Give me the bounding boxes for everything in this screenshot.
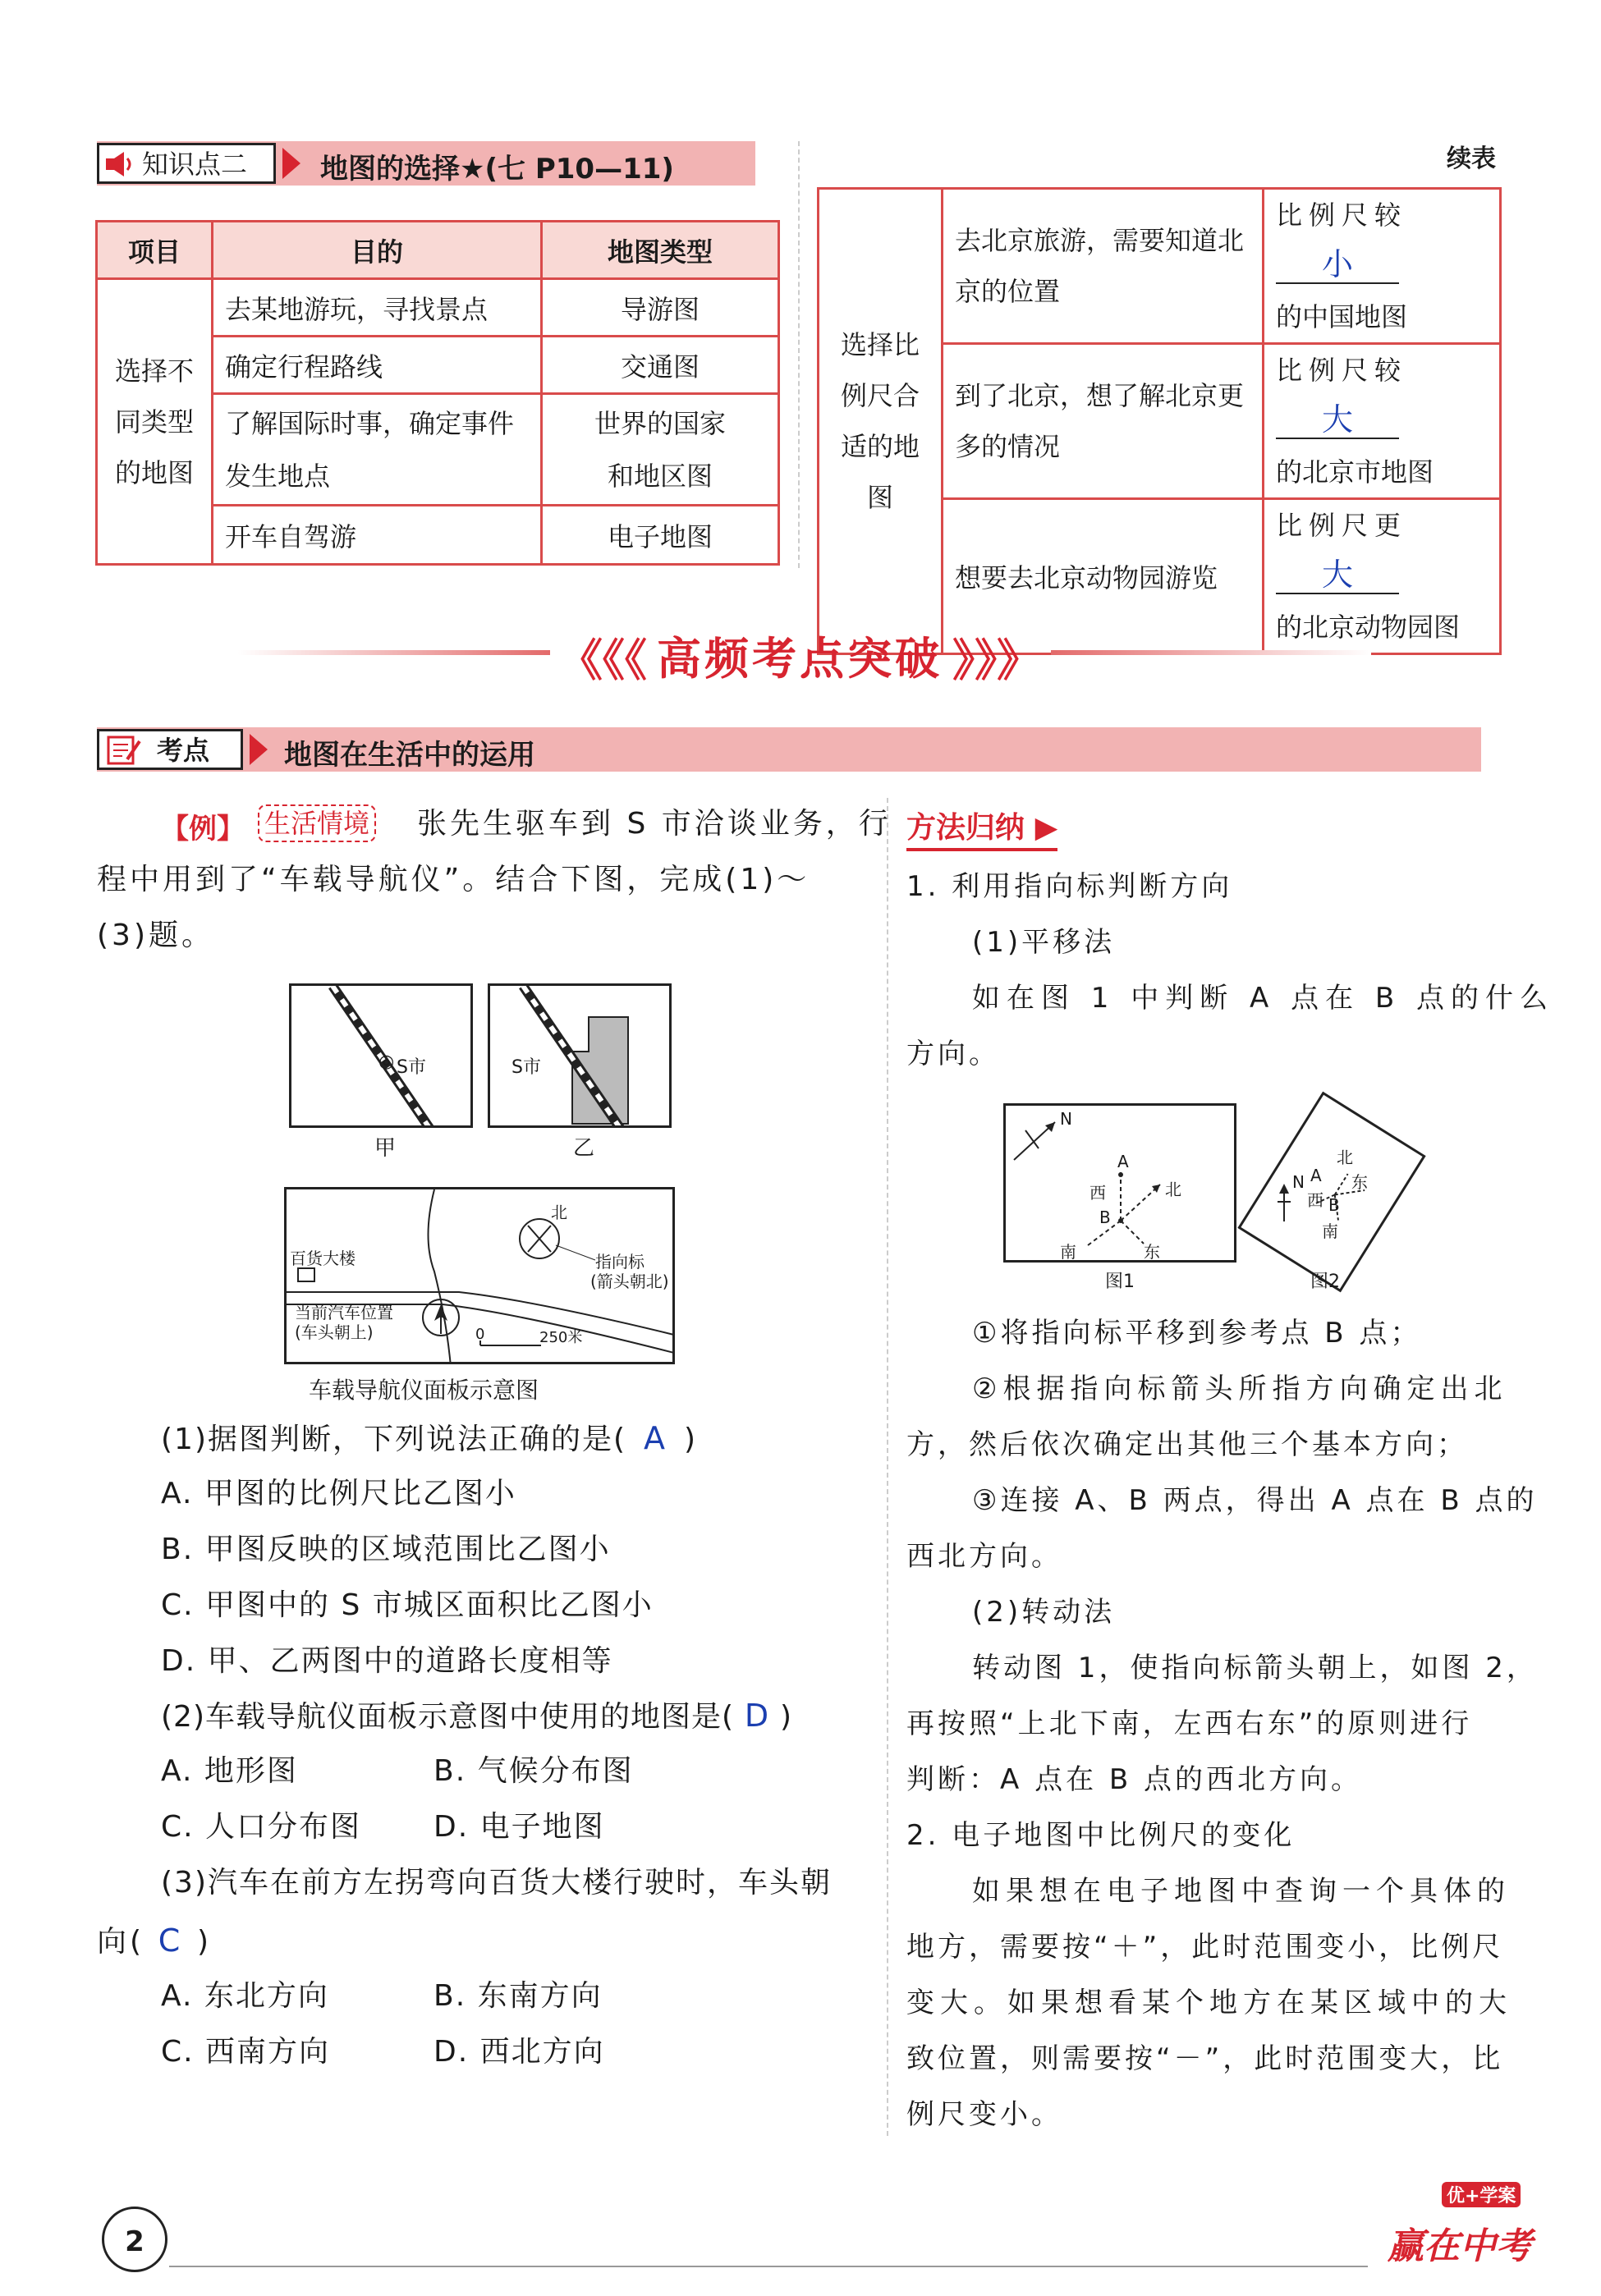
scale-prefix: 比例尺较 [1276, 199, 1408, 231]
arrow-icon [246, 731, 271, 768]
fig1-north: 北 [1165, 1180, 1181, 1199]
notebook-icon [106, 735, 142, 766]
nav-north-label: 北 [551, 1203, 567, 1222]
method-line: 西北方向。 [906, 1540, 1062, 1573]
example-line: (3)题。 [97, 919, 214, 952]
fig1-A: A [1117, 1152, 1129, 1171]
kaodian-tag [97, 729, 243, 770]
q3-option: A. 东北方向 [161, 1979, 329, 2013]
q3-option: B. 东南方向 [434, 1979, 603, 2013]
nav-scale-value: 250米 [539, 1329, 583, 1346]
map-yi [488, 983, 672, 1128]
figure-1-diagram [1006, 1106, 1239, 1265]
fig1-N: N [1060, 1109, 1072, 1129]
kaodian-label: 考点 [157, 735, 210, 766]
type-cell: 导游图 [542, 279, 779, 337]
q2-stem-text: (2)车载导航仪面板示意图中使用的地图是( [161, 1700, 735, 1734]
method-line: 变大。如果想看某个地方在某区域中的大 [906, 1987, 1512, 2019]
q2-answer: D [744, 1698, 770, 1734]
answer-blank: 大 [1276, 557, 1399, 594]
method-title-text: 方法归纳 [906, 811, 1025, 845]
method-line: ①将指向标平移到参考点 B 点； [972, 1317, 1422, 1350]
purpose-cell: 开车自驾游 [213, 506, 542, 565]
map-jia [289, 983, 473, 1128]
knowledge-point-tag [97, 143, 276, 184]
method-title [906, 804, 1057, 851]
header-map-type: 地图类型 [542, 222, 779, 279]
method-line: 转动图 1，使指向标箭头朝上，如图 2， [972, 1652, 1538, 1684]
method-line: 如在图 1 中判断 A 点在 B 点的什么 [972, 982, 1555, 1015]
method-line: (1)平移法 [972, 926, 1116, 959]
brand-top: 优+学案 [1442, 2182, 1521, 2207]
example-line: 程中用到了“车载导航仪”。结合下图，完成(1)～ [97, 863, 810, 896]
type-text: 世界的国家和地区图 [594, 407, 726, 492]
q2-option: D. 电子地图 [434, 1810, 605, 1844]
brand-logo: 赢在中考 [1388, 2225, 1532, 2267]
q1-answer: A [644, 1420, 667, 1456]
category-text: 选择不同类型的地图 [114, 355, 194, 488]
map-choice-table-left [95, 220, 780, 566]
nav-car-label: 当前汽车位置 [295, 1303, 393, 1322]
map-yi-label: 乙 [573, 1136, 595, 1161]
fig1-south: 南 [1060, 1242, 1076, 1262]
continued-label: 续表 [1447, 144, 1496, 173]
scale-prefix: 比例尺较 [1276, 355, 1408, 386]
purpose-cell: 到了北京，想了解北京更多的情况 [943, 344, 1264, 499]
fig1-west: 西 [1090, 1183, 1106, 1203]
purpose-cell: 了解国际时事，确定事件发生地点 [213, 394, 542, 506]
fig2-A: A [1310, 1166, 1322, 1185]
q1-stem [161, 1422, 697, 1456]
knowledge-point-label: 知识点二 [142, 149, 248, 180]
fig2-N: N [1292, 1172, 1305, 1192]
figure-1 [1003, 1103, 1236, 1263]
column-divider-bottom [887, 798, 888, 2136]
nav-panel-map [284, 1187, 675, 1364]
category-cell [819, 189, 943, 654]
q3-stem: (3)汽车在前方左拐弯向百货大楼行驶时，车头朝 [161, 1866, 832, 1900]
method-line: ②根据指向标箭头所指方向确定出北 [972, 1373, 1508, 1405]
column-divider-top [798, 141, 800, 568]
s-city-label: S市 [397, 1057, 426, 1078]
map-suffix: 的北京市地图 [1276, 456, 1434, 488]
q1-option: C. 甲图中的 S 市城区面积比乙图小 [161, 1588, 654, 1622]
nav-compass-note: (箭头朝北) [590, 1272, 669, 1291]
q1-close: ) [684, 1423, 698, 1456]
fig1-B: B [1099, 1208, 1111, 1227]
q2-option: B. 气候分布图 [434, 1754, 634, 1788]
s-city-label: S市 [511, 1057, 541, 1078]
nav-caption: 车载导航仪面板示意图 [309, 1377, 539, 1404]
category-text: 选择比例尺合适的地图 [840, 329, 920, 513]
section1-title: 地图的选择★(七 P10—11) [320, 153, 674, 186]
q3-option: D. 西北方向 [434, 2035, 605, 2069]
map-choice-table-right [817, 187, 1502, 655]
q3-close: ) [197, 1925, 213, 1959]
nav-store-label: 百货大楼 [290, 1249, 356, 1268]
banner-chevrons-left: 《《《 [558, 635, 647, 686]
figure-2-caption: 图2 [1310, 1272, 1340, 1292]
section-banner-title: 高频考点突破 [657, 633, 943, 685]
fig2-B: B [1328, 1195, 1340, 1215]
method-line: 致位置，则需要按“－”，此时范围变大，比 [906, 2042, 1504, 2075]
map-jia-label: 甲 [374, 1136, 397, 1161]
method-line: 判断：A 点在 B 点的西北方向。 [906, 1763, 1363, 1796]
footer-line [169, 2266, 1368, 2267]
banner-chevrons-right: 》》》 [952, 635, 1041, 686]
method-line: 如果想在电子地图中查询一个具体的 [972, 1875, 1511, 1908]
header-item: 项目 [97, 222, 213, 279]
method-line: 例尺变小。 [906, 2098, 1062, 2131]
figure-1-caption: 图1 [1105, 1272, 1135, 1292]
method-line: 1. 利用指向标判断方向 [906, 870, 1233, 903]
purpose-cell: 去北京旅游，需要知道北京的位置 [943, 189, 1264, 344]
method-line: (2)转动法 [972, 1596, 1116, 1629]
answer-blank: 小 [1276, 246, 1399, 284]
q2-option: A. 地形图 [161, 1754, 298, 1788]
method-line: 方向。 [906, 1038, 1000, 1070]
method-line: 再按照“上北下南，左西右东”的原则进行 [906, 1707, 1473, 1740]
city-marker-icon: ◎ [378, 1052, 395, 1072]
q2-option: C. 人口分布图 [161, 1810, 362, 1844]
context-tag: 生活情境 [258, 804, 376, 842]
figure-2 [1237, 1092, 1425, 1293]
type-cell: 电子地图 [542, 506, 779, 565]
q3-stem2-text: 向( [97, 1925, 145, 1959]
speaker-icon [104, 150, 137, 178]
north-arrow-icon [1274, 1182, 1294, 1223]
banner-line-left [238, 650, 550, 655]
fig2-south: 南 [1322, 1221, 1338, 1241]
type-cell: 交通图 [542, 337, 779, 394]
fig2-north: 北 [1337, 1148, 1353, 1167]
q1-option: B. 甲图反映的区域范围比乙图小 [161, 1533, 611, 1566]
example-line: 张先生驱车到 S 市洽谈业务，行 [417, 807, 892, 841]
banner-line-right [1051, 650, 1371, 655]
method-line: 2. 电子地图中比例尺的变化 [906, 1819, 1296, 1852]
category-cell [97, 279, 213, 565]
map-cell [1264, 499, 1501, 654]
nav-car-note: (车头朝上) [295, 1322, 374, 1342]
q2-stem [161, 1699, 792, 1734]
triangle-right-icon: ▶ [1034, 811, 1058, 845]
map-cell [1264, 189, 1501, 344]
nav-scale-zero: 0 [475, 1326, 485, 1343]
nav-compass-label: 指向标 [595, 1252, 645, 1272]
purpose-cell: 去某地游玩，寻找景点 [213, 279, 542, 337]
q3-stem2 [97, 1924, 212, 1959]
example-label: 【例】 [161, 813, 245, 846]
map-cell [1264, 344, 1501, 499]
arrow-icon [279, 144, 304, 182]
answer-blank: 大 [1276, 401, 1399, 439]
fig2-west: 西 [1307, 1190, 1323, 1210]
q3-option: C. 西南方向 [161, 2035, 331, 2069]
type-cell [542, 394, 779, 506]
kaodian-title: 地图在生活中的运用 [284, 739, 535, 772]
scale-prefix: 比例尺更 [1276, 510, 1408, 541]
q1-option: A. 甲图的比例尺比乙图小 [161, 1477, 516, 1510]
map-suffix: 的中国地图 [1276, 301, 1408, 332]
method-line: 方，然后依次确定出其他三个基本方向； [906, 1428, 1468, 1461]
q1-option: D. 甲、乙两图中的道路长度相等 [161, 1644, 613, 1678]
method-line: 地方，需要按“＋”，此时范围变小，比例尺 [906, 1931, 1504, 1964]
fig2-east: 东 [1351, 1172, 1368, 1192]
page-number: 2 [102, 2207, 167, 2272]
map-suffix: 的北京动物园图 [1276, 612, 1461, 643]
purpose-cell: 想要去北京动物园游览 [943, 499, 1264, 654]
q3-answer: C [158, 1922, 184, 1959]
purpose-cell: 确定行程路线 [213, 337, 542, 394]
method-line: ③连接 A、B 两点，得出 A 点在 B 点的 [972, 1484, 1538, 1517]
q1-stem-text: (1)据图判断，下列说法正确的是( [161, 1423, 627, 1456]
header-purpose: 目的 [213, 222, 542, 279]
q2-close: ) [780, 1700, 793, 1734]
fig1-east: 东 [1144, 1242, 1160, 1262]
